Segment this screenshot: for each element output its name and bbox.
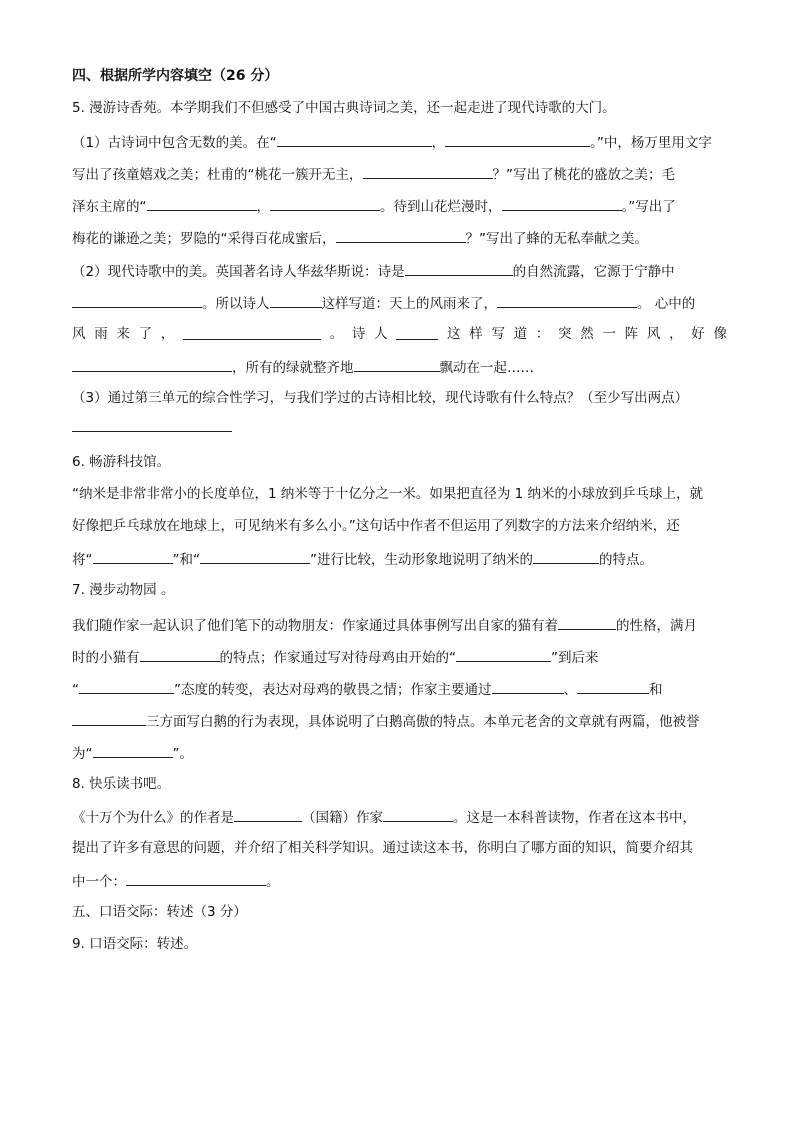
justified-char: ， <box>669 326 683 342</box>
q7-line4 <box>72 710 700 730</box>
text: 和 <box>649 682 663 698</box>
fill-blank[interactable] <box>396 324 438 340</box>
fill-blank[interactable] <box>72 416 232 432</box>
fill-blank[interactable] <box>72 356 232 372</box>
fill-blank[interactable] <box>497 292 637 308</box>
q5-part1-line4 <box>72 227 648 247</box>
justified-char: 阵 <box>624 326 639 342</box>
text: 中一个： <box>72 874 126 890</box>
text: 。”写出了 <box>621 199 676 215</box>
q5-part2-line1 <box>72 260 675 280</box>
q8-title: 8. 快乐读书吧。 <box>72 776 171 792</box>
text: 的特点。 <box>599 552 653 568</box>
text: ？”写出了桃花的盛放之美；毛 <box>492 167 675 183</box>
q7-title: 7. 漫步动物园 。 <box>72 582 175 598</box>
fill-blank[interactable] <box>577 678 649 694</box>
text: 、 <box>563 682 577 698</box>
fill-blank[interactable] <box>79 678 174 694</box>
q5-part2-line2 <box>72 292 695 312</box>
text: （2）现代诗歌中的美。英国著名诗人华兹华斯说：诗是 <box>72 264 405 280</box>
q6-line1: “纳米是非常非常小的长度单位，1 纳米等于十亿分之一米。如果把直径为 1 纳米的小球放到乒乓球上，就 <box>72 486 704 502</box>
q8-line1 <box>72 806 696 826</box>
fill-blank[interactable] <box>405 260 513 276</box>
section-5-heading: 五、口语交际：转述（3 分） <box>72 904 247 920</box>
q5-part1-line2 <box>72 163 675 183</box>
fill-blank[interactable] <box>502 195 622 211</box>
text: ”。 <box>172 746 193 762</box>
q7-line2 <box>72 646 599 666</box>
text: 。待到山花烂漫时， <box>380 199 502 215</box>
q6-line2: 好像把乒乓球放在地球上，可见纳米有多么小。”这句话中作者不但运用了列数字的方法来介绍纳米，还 <box>72 518 680 534</box>
text: 《十万个为什么》的作者是 <box>72 810 234 826</box>
justified-char: 雨 <box>94 326 108 342</box>
text: 的特点；作家通过写对待母鸡由开始的“ <box>219 650 456 666</box>
section-4-heading: 四、根据所学内容填空（26 分） <box>72 68 279 84</box>
q7-line1 <box>72 614 697 634</box>
text: 的自然流露，它源于宁静中 <box>512 264 675 280</box>
text: ，所有的绿就整齐地 <box>232 360 354 376</box>
text: 这样写道：天上的风雨来了， <box>321 296 497 312</box>
text: 的性格，满月 <box>616 618 697 634</box>
text: （1）古诗词中包含无数的美。在“ <box>72 135 277 151</box>
q9-title: 9. 口语交际：转述。 <box>72 936 198 952</box>
text: 。 心中的 <box>637 296 696 312</box>
justified-char: 道 <box>513 326 528 342</box>
fill-blank[interactable] <box>383 806 453 822</box>
justified-char: 人 <box>374 326 388 342</box>
q8-line3 <box>72 870 280 890</box>
q5-part3-question: （3）通过第三单元的综合性学习，与我们学过的古诗相比较，现代诗歌有什么特点？（至少写出两点） <box>72 390 689 406</box>
text: ， <box>256 199 270 215</box>
text: ”到后来 <box>551 650 599 666</box>
text: ”进行比较，生动形象地说明了纳米的 <box>310 552 533 568</box>
justified-char: 一 <box>602 326 616 342</box>
justified-char: 风 <box>646 326 661 342</box>
fill-blank[interactable] <box>93 742 173 758</box>
justified-char: 。 <box>329 326 344 342</box>
fill-blank[interactable] <box>558 614 616 630</box>
justified-char: 像 <box>713 326 727 342</box>
text: 为“ <box>72 746 93 762</box>
text: 将“ <box>72 552 93 568</box>
justified-char: 了 <box>138 326 153 342</box>
justified-char: 风 <box>72 326 86 342</box>
fill-blank[interactable] <box>363 163 493 179</box>
text: 。 <box>266 874 280 890</box>
text: 我们随作家一起认识了他们笔下的动物朋友：作家通过具体事例写出自家的猫有着 <box>72 618 558 634</box>
text: 梅花的谦逊之美；罗隐的“采得百花成蜜后， <box>72 231 336 247</box>
text: 。”中，杨万里用文字 <box>590 135 712 151</box>
justified-char: 这 <box>447 326 461 342</box>
fill-blank[interactable] <box>270 292 322 308</box>
q8-line2: 提出了许多有意思的问题，并介绍了相关科学知识。通过读这本书，你明白了哪方面的知识，简要介绍其 <box>72 840 693 856</box>
text: ”和“ <box>172 552 200 568</box>
q7-line3 <box>72 678 663 698</box>
fill-blank[interactable] <box>183 324 321 340</box>
fill-blank[interactable] <box>533 548 599 564</box>
fill-blank[interactable] <box>445 131 590 147</box>
q6-line3 <box>72 548 653 568</box>
justified-char: 好 <box>691 326 705 342</box>
fill-blank[interactable] <box>72 710 146 726</box>
fill-blank[interactable] <box>234 806 302 822</box>
text: ？”写出了蜂的无私奉献之美。 <box>465 231 648 247</box>
fill-blank[interactable] <box>200 548 310 564</box>
q6-title: 6. 畅游科技馆。 <box>72 454 171 470</box>
fill-blank[interactable] <box>147 195 257 211</box>
fill-blank[interactable] <box>336 227 466 243</box>
fill-blank[interactable] <box>270 195 380 211</box>
text: 泽东主席的“ <box>72 199 147 215</box>
justified-char: 来 <box>116 326 130 342</box>
justified-char: 诗 <box>351 326 366 342</box>
q5-part3-answer-line <box>72 416 232 436</box>
justified-char: 写 <box>491 326 505 342</box>
q7-line5 <box>72 742 193 762</box>
q5-part1-line1 <box>72 131 712 151</box>
fill-blank[interactable] <box>72 292 202 308</box>
text: ”态度的转变，表达对母鸡的敬畏之情；作家主要通过 <box>174 682 492 698</box>
q5-part2-line4 <box>72 356 534 376</box>
text: ， <box>431 135 446 151</box>
q5-part1-line3 <box>72 195 676 215</box>
q5-part2-line3 <box>72 324 727 344</box>
justified-char: 样 <box>469 326 483 342</box>
q5-intro: 5. 漫游诗香苑。本学期我们不但感受了中国古典诗词之美，还一起走进了现代诗歌的大门。 <box>72 100 616 116</box>
text: 。所以诗人 <box>202 296 270 312</box>
fill-blank[interactable] <box>456 646 551 662</box>
text: 。这是一本科普读物，作者在这本书中， <box>453 810 696 826</box>
justified-char: ， <box>160 326 175 342</box>
fill-blank[interactable] <box>354 356 440 372</box>
fill-blank[interactable] <box>492 678 564 694</box>
text: 飘动在一起…… <box>439 360 534 376</box>
justified-char: ： <box>535 326 550 342</box>
fill-blank[interactable] <box>126 870 266 886</box>
justified-char: 突 <box>558 326 572 342</box>
text: （国籍）作家 <box>302 810 383 826</box>
text: 时的小猫有 <box>72 650 140 666</box>
justified-char: 然 <box>580 326 594 342</box>
text: 写出了孩童嬉戏之美；杜甫的“桃花一簇开无主， <box>72 167 363 183</box>
fill-blank[interactable] <box>277 131 432 147</box>
text: 三方面写白鹅的行为表现，具体说明了白鹅高傲的特点。本单元老舍的文章就有两篇，他被誉 <box>146 714 700 730</box>
text: “ <box>72 682 79 698</box>
fill-blank[interactable] <box>93 548 173 564</box>
fill-blank[interactable] <box>140 646 220 662</box>
